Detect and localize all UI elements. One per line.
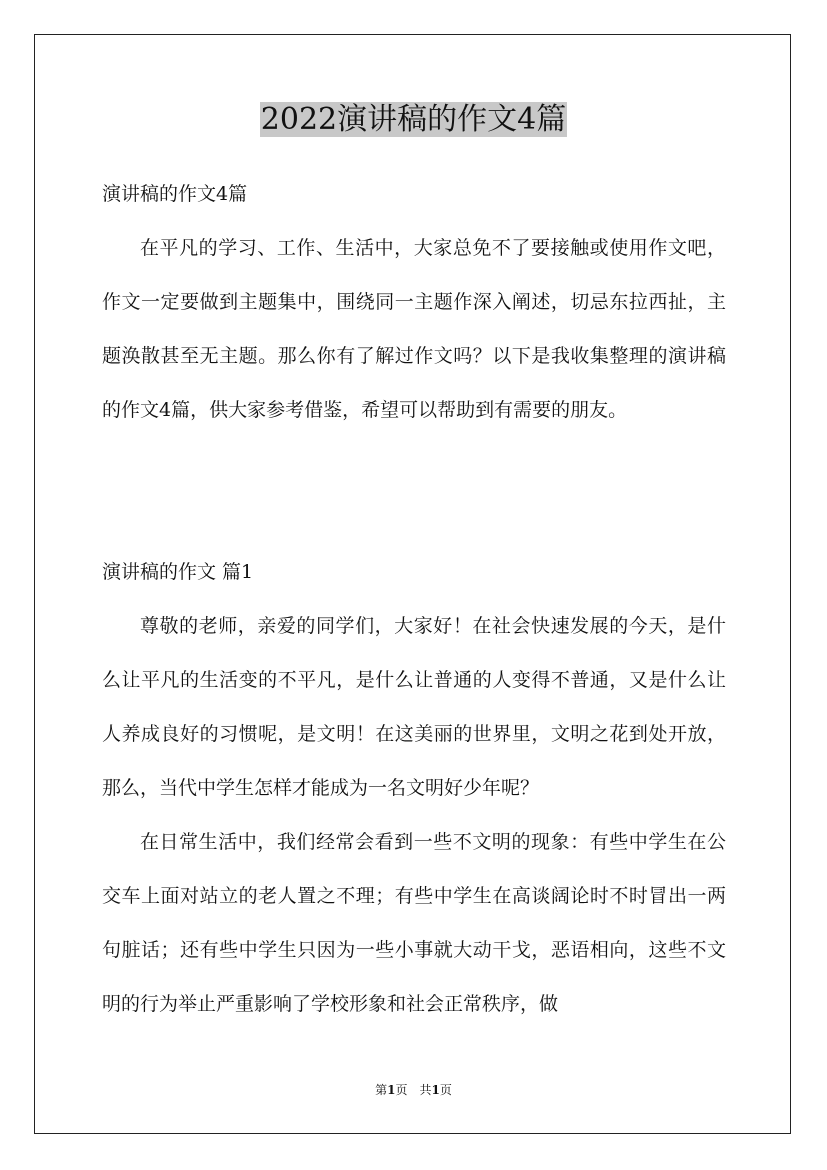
footer-page-total: 1 — [431, 1083, 440, 1097]
section-1-heading: 演讲稿的作文 篇1 — [102, 561, 254, 583]
footer-page-suffix: 页 — [439, 1083, 452, 1097]
document-body — [102, 167, 726, 437]
footer-page-current: 1 — [387, 1083, 396, 1097]
section-1-paragraph-1: 尊敬的老师，亲爱的同学们，大家好！在社会快速发展的今天，是什么让平凡的生活变的不平凡，是什么让普通的人变得不普通，又是什么让人养成良好的习惯呢，是文明！在这美丽的世界里，文明之花到处开放，那么，当代中学生怎样才能成为一名文明好少年呢？ — [102, 615, 726, 799]
document-title-text: 2022演讲稿的作文4篇 — [260, 102, 567, 137]
document-subtitle: 演讲稿的作文4篇 — [102, 183, 248, 205]
document-title — [0, 100, 827, 140]
section-1 — [102, 545, 726, 1031]
footer-page-prefix: 第 — [375, 1083, 388, 1097]
page-footer — [0, 1082, 827, 1098]
intro-paragraph: 在平凡的学习、工作、生活中，大家总免不了要接触或使用作文吧，作文一定要做到主题集中，围绕同一主题作深入阐述，切忌东拉西扯，主题涣散甚至无主题。那么你有了解过作文吗？以下是我收集整理的演讲稿的作文4篇，供大家参考借鉴，希望可以帮助到有需要的朋友。 — [102, 237, 726, 421]
footer-page-mid: 页 共 — [395, 1083, 432, 1097]
section-1-paragraph-2: 在日常生活中，我们经常会看到一些不文明的现象：有些中学生在公交车上面对站立的老人置之不理；有些中学生在高谈阔论时不时冒出一两句脏话；还有些中学生只因为一些小事就大动干戈，恶语相向，这些不文明的行为举止严重影响了学校形象和社会正常秩序，做 — [102, 831, 726, 1015]
